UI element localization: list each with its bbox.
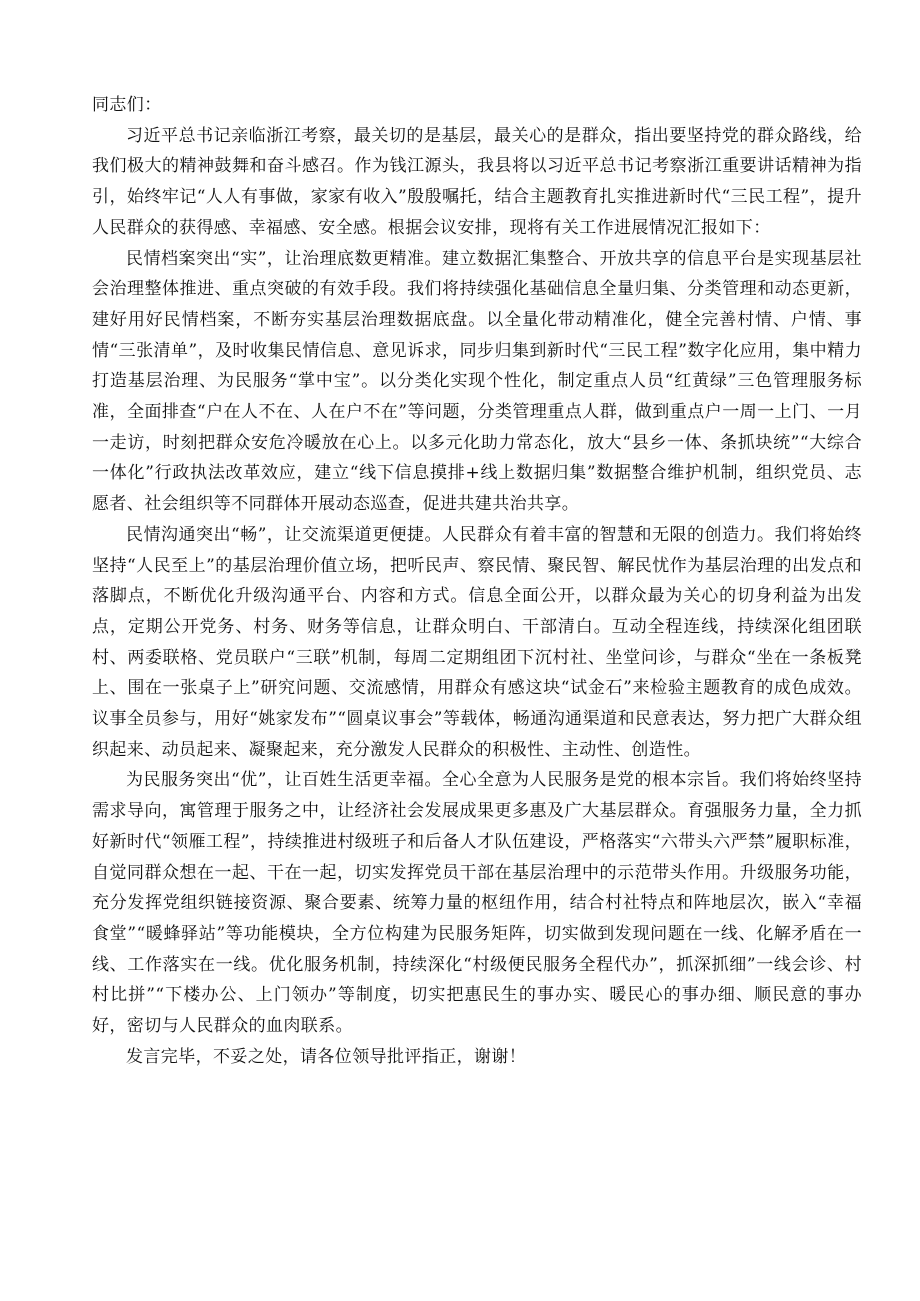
paragraph-closing: 发言完毕，不妥之处，请各位领导批评指正，谢谢！ — [126, 1046, 527, 1067]
paragraph-intro: 习近平总书记亲临浙江考察，最关切的是基层，最关心的是群众，指出要坚持党的群众路线，给我们极大的精神鼓舞和奋斗感召。作为钱江源头，我县将以习近平总书记考察浙江重要讲话精神为指引，始终牢记“人人有事做，家家有收入”殷殷嘱托，结合主题教育扎实推进新时代“三民工程”，提升人民群众的获得感、幸福感、安全感。根据会议安排，现将有关工作进展情况汇报如下： — [92, 125, 862, 238]
salutation: 同志们： — [92, 95, 162, 115]
paragraph-service: 为民服务突出“优”，让百姓生活更幸福。全心全意为人民服务是党的根本宗旨。我们将始终坚持需求导向，寓管理于服务之中，让经济社会发展成果更多惠及广大基层群众。育强服务力量，全力抓好新时代“领雁工程”，持续推进村级班子和后备人才队伍建设，严格落实“六带头六严禁”履职标准，自觉同群众想在一起、干在一起，切实发挥党员干部在基层治理中的示范带头作用。升级服务功能，充分发挥党组织链接资源、聚合要素、统筹力量的枢纽作用，结合村社特点和阵地层次，嵌入“幸福食堂”“暖蜂驿站”等功能模块，全方位构建为民服务矩阵，切实做到发现问题在一线、化解矛盾在一线、工作落实在一线。优化服务机制，持续深化“村级便民服务全程代办”，抓深抓细”一线会诊、村村比拼”“下楼办公、上门领办”等制度，切实把惠民生的事办实、暖民心的事办细、顺民意的事办好，密切与人民群众的血肉联系。 — [92, 770, 862, 1037]
document-page — [92, 90, 862, 1073]
paragraph-communication: 民情沟通突出“畅”，让交流渠道更便捷。人民群众有着丰富的智慧和无限的创造力。我们将始终坚持“人民至上”的基层治理价值立场，把听民声、察民情、聚民智、解民忧作为基层治理的出发点和落脚点，不断优化升级沟通平台、内容和方式。信息全面公开，以群众最为关心的切身利益为出发点，定期公开党务、村务、财务等信息，让群众明白、干部清白。互动全程连线，持续深化组团联村、两委联格、党员联户“三联”机制，每周二定期组团下沉村社、坐堂问诊，与群众“坐在一条板凳上、围在一张桌子上”研究问题、交流感情，用群众有感这块“试金石”来检验主题教育的成色成效。议事全员参与，用好“姚家发布”“圆桌议事会”等载体，畅通沟通渠道和民意表达，努力把广大群众组织起来、动员起来、凝聚起来，充分激发人民群众的积极性、主动性、创造性。 — [92, 524, 862, 760]
paragraph-archive: 民情档案突出“实”，让治理底数更精准。建立数据汇集整合、开放共享的信息平台是实现基层社会治理整体推进、重点突破的有效手段。我们将持续强化基础信息全量归集、分类管理和动态更新，建好用好民情档案，不断夯实基层治理数据底盘。以全量化带动精准化，健全完善村情、户情、事情“三张清单”，及时收集民情信息、意见诉求，同步归集到新时代“三民工程”数字化应用，集中精力打造基层治理、为民服务“掌中宝”。以分类化实现个性化，制定重点人员“红黄绿”三色管理服务标准，全面排查“户在人不在、人在户不在”等问题，分类管理重点人群，做到重点户一周一上门、一月一走访，时刻把群众安危冷暖放在心上。以多元化助力常态化，放大“县乡一体、条抓块统”“大综合一体化”行政执法改革效应，建立“线下信息摸排+线上数据归集”数据整合维护机制，组织党员、志愿者、社会组织等不同群体开展动态巡查，促进共建共治共享。 — [92, 248, 862, 515]
